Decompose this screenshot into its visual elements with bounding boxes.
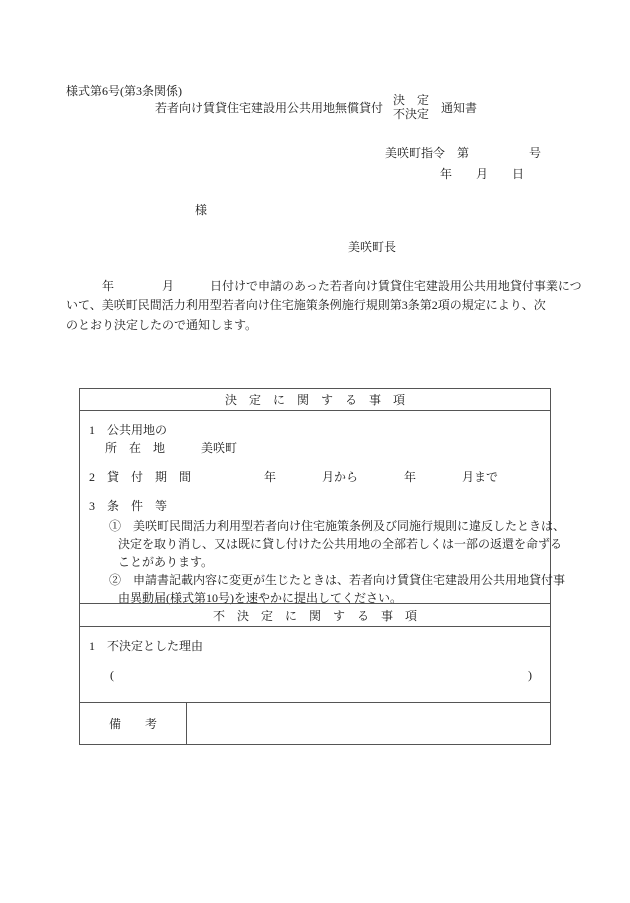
item3-number: 3	[89, 499, 95, 513]
decision-table	[79, 388, 566, 745]
body-line: のとおり決定したので通知します。	[66, 317, 258, 332]
body-paragraph	[66, 277, 582, 335]
date-line: 年 月 日	[440, 167, 525, 181]
condition1-line: 決定を取り消し、又は既に貸し付けた公共用地の全部若しくは一部の返還を命ずる	[118, 537, 563, 551]
title-decision-option: 決 定	[393, 93, 430, 107]
item2-label: 貸 付 期 間	[107, 470, 192, 484]
item1-line1	[89, 423, 167, 438]
item1-number: 1	[89, 423, 95, 437]
form-number: 様式第6号(第3条関係)	[66, 84, 182, 98]
condition2-line: ② 申請書記載内容に変更が生じたときは、若者向け賃貸住宅建設用公共用地貸付事	[109, 573, 566, 587]
remarks-label-cell	[80, 703, 187, 744]
item2-month-to: 月まで	[462, 470, 499, 484]
title-main-text: 若者向け賃貸住宅建設用公共用地無償貸付	[155, 100, 384, 115]
item3-label: 条 件 等	[107, 499, 168, 513]
reason-line	[89, 639, 203, 654]
directive-number-line: 美咲町指令 第 号	[385, 146, 542, 160]
reason-label: 不決定とした理由	[107, 639, 204, 653]
condition1-line: ① 美咲町民間活力利用型若者向け住宅施策条例及び同施行規則に違反したときは、	[109, 519, 566, 533]
item3-line	[89, 499, 167, 514]
document-title	[155, 93, 477, 121]
remarks-label: 備 考	[108, 717, 157, 731]
item2-number: 2	[89, 470, 95, 484]
item1-location-label: 所 在 地	[105, 441, 166, 455]
paren-close: )	[528, 668, 532, 682]
item1-line2	[105, 441, 237, 456]
remarks-value-cell	[187, 703, 550, 744]
item1-location-value: 美咲町	[201, 441, 238, 455]
reason-fill-in-area	[110, 666, 532, 684]
addressee-suffix: 様	[195, 203, 208, 217]
item2-year-from: 年	[264, 470, 277, 484]
body-line: いて、美咲町民間活力利用型若者向け住宅施策条例施行規則第3条第2項の規定により、次	[66, 298, 546, 313]
decision-section-header: 決 定 に 関 す る 事 項	[80, 389, 550, 411]
title-nondecision-option: 不決定	[393, 107, 430, 121]
decision-nondecision-stack	[393, 93, 429, 121]
body-line: 年 月 日付けで申請のあった若者向け賃貸住宅建設用公共用地貸付事業につ	[66, 279, 582, 293]
item2-line	[89, 470, 191, 485]
title-suffix-text: 通知書	[441, 100, 478, 115]
condition2-line: 由異動届(様式第10号)を速やかに提出してください。	[118, 591, 402, 605]
non-decision-section-header: 不 決 定 に 関 す る 事 項	[80, 603, 550, 627]
item1-title: 公共用地の	[107, 423, 168, 437]
reason-number: 1	[89, 639, 95, 653]
paren-open: (	[110, 668, 114, 682]
item2-year-to: 年	[404, 470, 417, 484]
item2-month-from: 月から	[322, 470, 359, 484]
remarks-row	[80, 702, 550, 744]
condition1-line: ことがあります。	[118, 555, 214, 569]
sender-name: 美咲町長	[348, 240, 397, 254]
